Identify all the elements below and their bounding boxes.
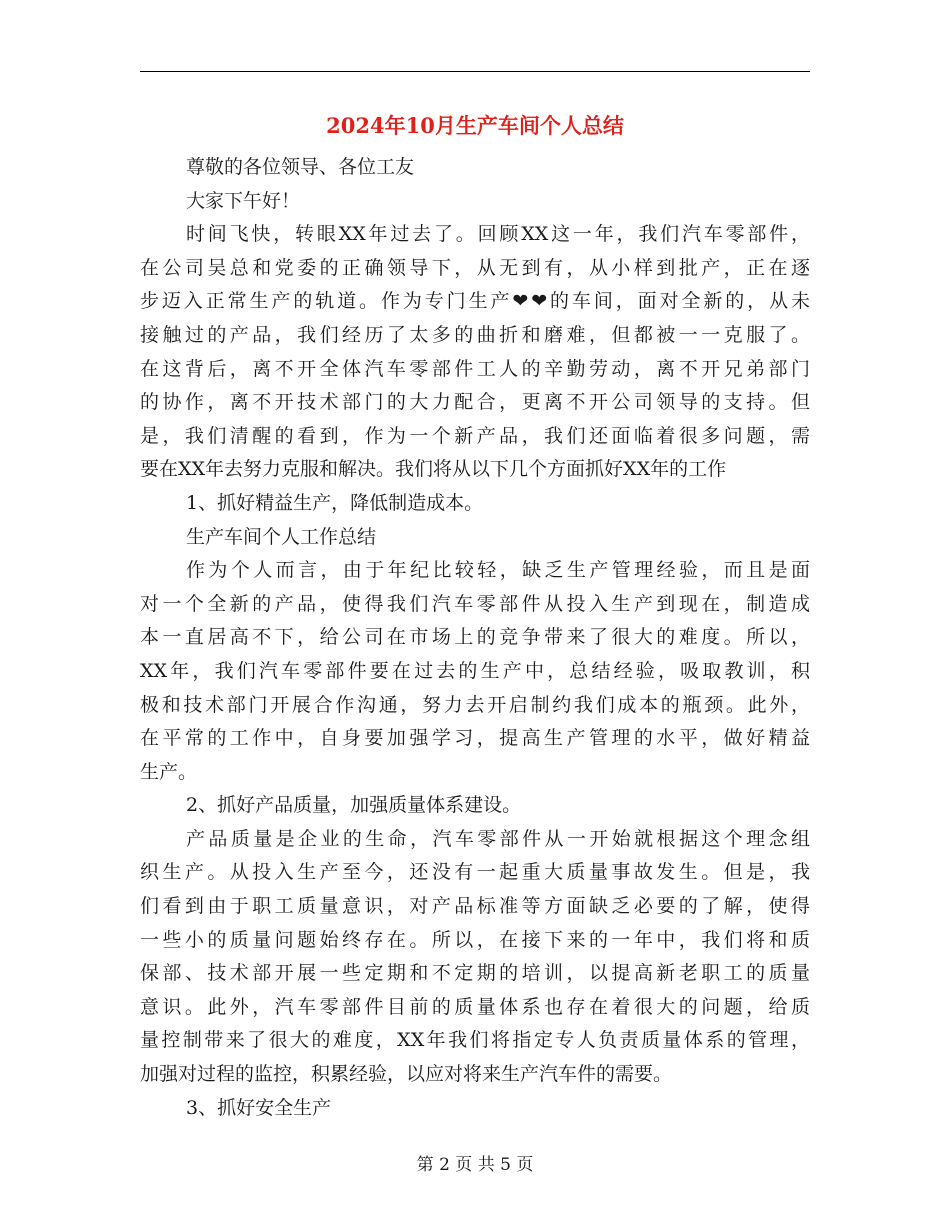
text-line: 步迈入正常生产的轨道。作为专门生产❤❤的车间，面对全新的，从未: [140, 290, 810, 313]
text-line: 2、抓好产品质量，加强质量体系建设。: [186, 794, 522, 817]
text-line: 在这背后，离不开全体汽车零部件工人的辛勤劳动，离不开兄弟部门: [140, 357, 810, 380]
header-rule: [140, 71, 810, 72]
text-line: 在平常的工作中，自身要加强学习，提高生产管理的水平，做好精益: [140, 727, 810, 750]
text-line: 1、抓好精益生产，降低制造成本。: [186, 491, 484, 514]
text-line: 保部、技术部开展一些定期和不定期的培训，以提高新老职工的质量: [140, 962, 810, 985]
text-line: 在公司吴总和党委的正确领导下，从无到有，从小样到批产，正在逐: [140, 256, 810, 279]
text-line: 的协作，离不开技术部门的大力配合，更离不开公司领导的支持。但: [140, 391, 810, 414]
text-line: 作为个人而言，由于年纪比较轻，缺乏生产管理经验，而且是面: [186, 559, 810, 582]
text-line: 本一直居高不下，给公司在市场上的竞争带来了很大的难度。所以，: [140, 626, 810, 649]
text-line: 3、抓好安全生产: [186, 1096, 332, 1119]
page-footer: 第 2 页 共 5 页: [416, 1155, 534, 1175]
text-line: 一些小的质量问题始终存在。所以，在接下来的一年中，我们将和质: [140, 928, 810, 951]
text-line: 接触过的产品，我们经历了太多的曲折和磨难，但都被一一克服了。: [140, 323, 810, 346]
text-line: 大家下午好！: [186, 189, 301, 212]
text-line: 量控制带来了很大的难度，XX年我们将指定专人负责质量体系的管理，: [140, 1029, 810, 1052]
document-body: [140, 151, 810, 1125]
text-line: 极和技术部门开展合作沟通，努力去开启制约我们成本的瓶颈。此外，: [140, 693, 810, 716]
text-line: 加强对过程的监控，积累经验，以应对将来生产汽车件的需要。: [140, 1063, 673, 1086]
text-line: 织生产。从投入生产至今，还没有一起重大质量事故发生。但是，我: [140, 861, 810, 884]
text-line: 产品质量是企业的生命，汽车零部件从一开始就根据这个理念组: [186, 827, 810, 850]
document-title: 2024年10月生产车间个人总结: [326, 113, 624, 138]
text-line: 生产车间个人工作总结: [186, 525, 377, 548]
text-line: 尊敬的各位领导、各位工友: [186, 156, 415, 178]
text-line: 意识。此外，汽车零部件目前的质量体系也存在着很大的问题，给质: [140, 995, 810, 1018]
text-line: 要在XX年去努力克服和解决。我们将从以下几个方面抓好XX年的工作: [140, 458, 727, 481]
text-line: 生产。: [140, 760, 198, 783]
text-line: XX年，我们汽车零部件要在过去的生产中，总结经验，吸取教训，积: [140, 659, 810, 682]
text-line: 时间飞快，转眼XX年过去了。回顾XX这一年，我们汽车零部件，: [186, 223, 810, 246]
text-line: 是，我们清醒的看到，作为一个新产品，我们还面临着很多问题，需: [140, 424, 810, 447]
text-line: 对一个全新的产品，使得我们汽车零部件从投入生产到现在，制造成: [140, 592, 810, 615]
text-line: 们看到由于职工质量意识，对产品标准等方面缺乏必要的了解，使得: [140, 895, 810, 918]
